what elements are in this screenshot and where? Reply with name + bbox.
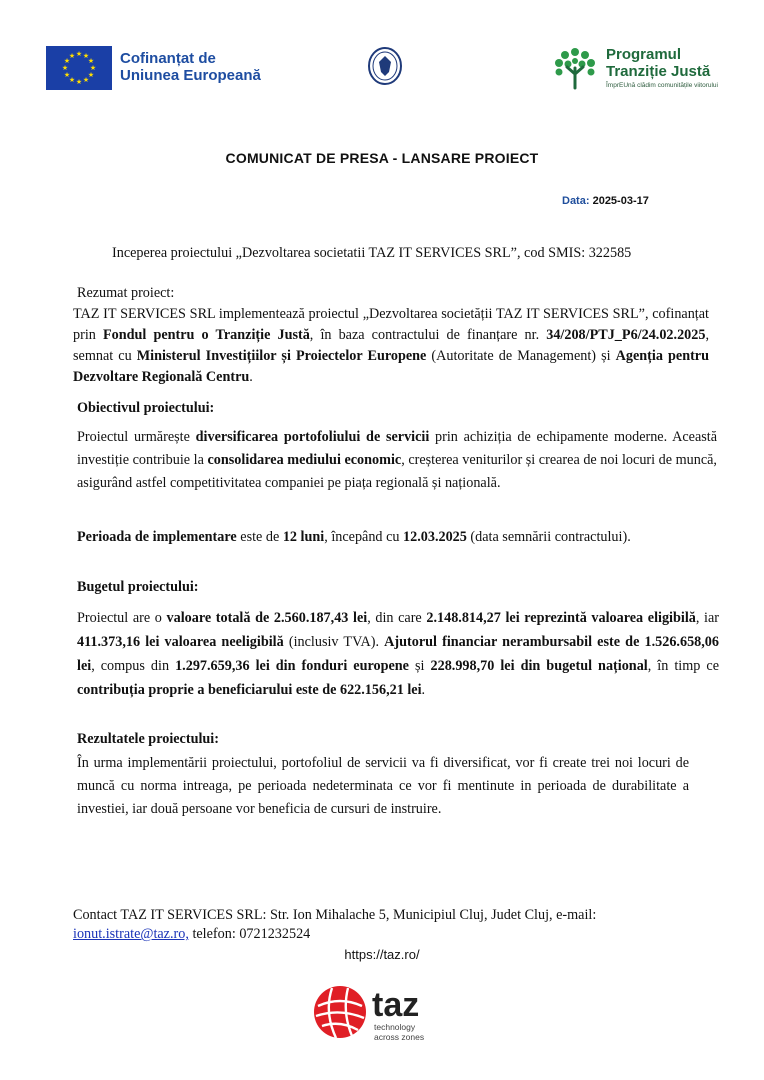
ptj-tree-logo-icon [550, 44, 600, 94]
eu-flag-icon [46, 46, 112, 90]
contact-text-2: telefon: 0721232524 [188, 926, 311, 942]
summary-paragraph [73, 304, 709, 388]
period-text-3: (data semnării contractului). [466, 529, 631, 545]
taz-logo [312, 982, 452, 1044]
svg-text:★: ★ [82, 52, 90, 60]
budget-text-8: . [421, 682, 426, 698]
results-heading: Rezultatele proiectului: [77, 731, 219, 747]
document-title: COMUNICAT DE PRESA - LANSARE PROIECT [225, 150, 539, 166]
summary-contract-number: 34/208/PTJ_P6/24.02.2025 [546, 327, 706, 343]
svg-text:★: ★ [89, 64, 97, 72]
svg-text:★: ★ [68, 52, 76, 60]
date-line [562, 195, 649, 207]
budget-ineligible: 411.373,16 lei valoarea neeligibilă [77, 634, 284, 650]
budget-eu-funds: 1.297.659,36 lei din fonduri europene [175, 658, 409, 674]
budget-text-4: (inclusiv TVA). [283, 634, 385, 650]
svg-text:★: ★ [75, 78, 83, 86]
ptj-tagline: ÎmprEUnă clădim comunitățile viitorului [606, 82, 718, 89]
objective-paragraph [77, 426, 717, 495]
budget-text-3: , iar [695, 610, 720, 626]
svg-text:★: ★ [63, 71, 71, 79]
svg-text:★: ★ [82, 76, 90, 84]
eu-line-2: Uniunea Europeană [120, 67, 261, 84]
svg-text:★: ★ [63, 57, 71, 65]
budget-text-7: , în timp ce [647, 658, 719, 674]
eu-cofinancing-text [120, 50, 261, 84]
period-text-1: este de [236, 529, 283, 545]
svg-text:★: ★ [87, 57, 95, 65]
contact-text-1: Contact TAZ IT SERVICES SRL: Str. Ion Mihalache 5, Municipiul Cluj, Judet Cluj, e-mail: [73, 907, 597, 923]
svg-text:★: ★ [68, 76, 76, 84]
summary-heading: Rezumat proiect: [77, 285, 175, 301]
ptj-line-2: Tranziție Justă [606, 63, 711, 80]
objective-text-3: , creșterea veniturilor și crearea de noi locuri de muncă, asigurând astfel competitivitatea companiei pe piața regională și națională. [77, 452, 717, 491]
summary-agency: Agenția pentru Dezvoltare Regională Centru [73, 348, 709, 385]
budget-text-6: și [408, 658, 431, 674]
budget-grant: Ajutorul financiar nerambursabil este de 1.526.658,06 lei [77, 634, 719, 674]
period-duration: 12 luni [282, 529, 325, 545]
objective-diversification: diversificarea portofoliului de servicii [195, 429, 430, 445]
period-start-date: 12.03.2025 [403, 529, 467, 545]
objective-text-1: Proiectul urmărește [77, 429, 196, 445]
ptj-program-text [606, 46, 718, 89]
budget-heading: Bugetul proiectului: [77, 579, 199, 595]
budget-text-5: , compus din [91, 658, 176, 674]
summary-ministry: Ministerul Investițiilor și Proiectelor Europene [136, 348, 427, 364]
svg-text:★: ★ [87, 71, 95, 79]
summary-text-3: , semnat cu [73, 327, 709, 364]
budget-own-contribution: contribuția proprie a beneficiarului este de 622.156,21 lei [77, 682, 422, 698]
budget-text-2: , din care [367, 610, 427, 626]
date-label: Data: [562, 195, 590, 207]
budget-total: valoare totală de 2.560.187,43 lei [166, 610, 368, 626]
svg-text:★: ★ [75, 50, 83, 58]
summary-text-5: . [249, 369, 253, 385]
period-label: Perioada de implementare [77, 529, 237, 545]
summary-text-1: TAZ IT SERVICES SRL implementează proiectul „Dezvoltarea societății TAZ IT SERVICES SRL”, cofinanțat prin [73, 306, 709, 343]
budget-paragraph [77, 606, 719, 702]
budget-eligible: 2.148.814,27 lei reprezintă valoarea eligibilă [426, 610, 696, 626]
romanian-government-seal-icon [367, 46, 403, 86]
project-intro: Inceperea proiectului „Dezvoltarea societatii TAZ IT SERVICES SRL”, cod SMIS: 322585 [112, 245, 632, 261]
budget-national: 228.998,70 lei din bugetul național [430, 658, 648, 674]
objective-consolidation: consolidarea mediului economic [207, 452, 402, 468]
results-paragraph: În urma implementării proiectului, portofoliul de servicii va fi diversificat, vor fi create trei noi locuri de muncă cu norma intreaga, pe perioada nedeterminata ce vor fi mentinute in perioada de durabilitate a investiei, iar două persoane vor beneficia de cursuri de instruire. [77, 755, 689, 817]
objective-heading: Obiectivul proiectului: [77, 400, 215, 416]
taz-tagline-2: across zones [374, 1032, 425, 1042]
svg-text:★: ★ [61, 64, 69, 72]
date-value: 2025-03-17 [592, 195, 649, 207]
summary-fund: Fondul pentru o Tranziție Justă [102, 327, 310, 343]
taz-tagline-1: technology [374, 1022, 416, 1032]
website-link[interactable]: https://taz.ro/ [344, 947, 420, 962]
period-text-2: , începând cu [324, 529, 404, 545]
eu-line-1: Cofinanțat de [120, 50, 216, 67]
contact-paragraph [73, 906, 703, 944]
logo-header [0, 40, 764, 100]
summary-text-4: (Autoritate de Management) și [426, 348, 616, 364]
taz-globe-icon [314, 986, 366, 1038]
summary-text-2: , în baza contractului de finanțare nr. [309, 327, 547, 343]
taz-wordmark: taz [372, 986, 420, 1024]
objective-text-2: prin achiziția de echipamente moderne. Această investiție contribuie la [77, 429, 718, 468]
period-paragraph [77, 526, 717, 548]
budget-text-1: Proiectul are o [77, 610, 167, 626]
contact-email-link[interactable]: ionut.istrate@taz.ro, [73, 926, 189, 942]
ptj-line-1: Programul [606, 46, 682, 63]
